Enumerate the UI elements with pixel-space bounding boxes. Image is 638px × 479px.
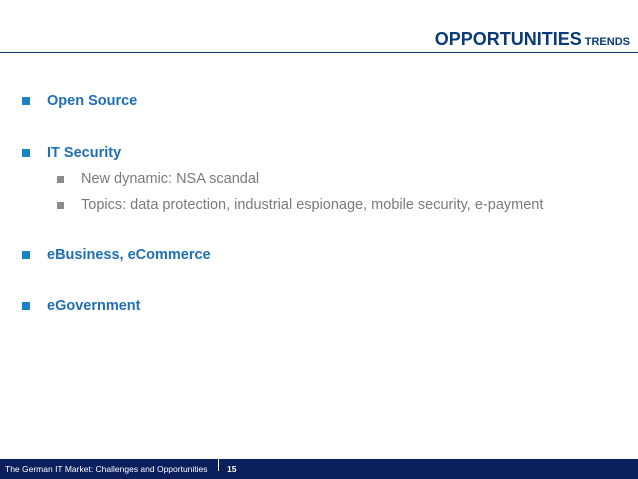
header-divider — [0, 52, 638, 53]
square-bullet-icon — [57, 202, 64, 209]
footer-text: The German IT Market: Challenges and Opportunities — [5, 464, 208, 474]
title-main: OPPORTUNITIES — [434, 29, 582, 49]
bullet-text: IT Security — [47, 145, 122, 161]
bullet-item-egovernment — [22, 298, 140, 314]
square-bullet-icon — [22, 302, 30, 310]
square-bullet-icon — [57, 176, 64, 183]
bullet-text: Open Source — [47, 93, 138, 109]
bullet-item-ebusiness — [22, 247, 211, 263]
page-number: 15 — [227, 464, 237, 474]
square-bullet-icon — [22, 251, 30, 259]
square-bullet-icon — [22, 149, 30, 157]
bullet-text: eBusiness, eCommerce — [47, 247, 211, 263]
bullet-item-it-security — [22, 145, 121, 161]
sub-bullet-text: New dynamic: NSA scandal — [81, 171, 260, 187]
title-subtitle: TRENDS — [584, 36, 630, 48]
bullet-item-open-source — [22, 93, 137, 109]
slide-title — [435, 29, 630, 50]
sub-bullet-item — [57, 171, 259, 187]
square-bullet-icon — [22, 97, 30, 105]
sub-bullet-text: Topics: data protection, industrial espionage, mobile security, e-payment — [81, 197, 544, 213]
footer-separator — [218, 457, 219, 471]
bullet-text: eGovernment — [47, 298, 141, 314]
sub-bullet-item — [57, 197, 543, 213]
